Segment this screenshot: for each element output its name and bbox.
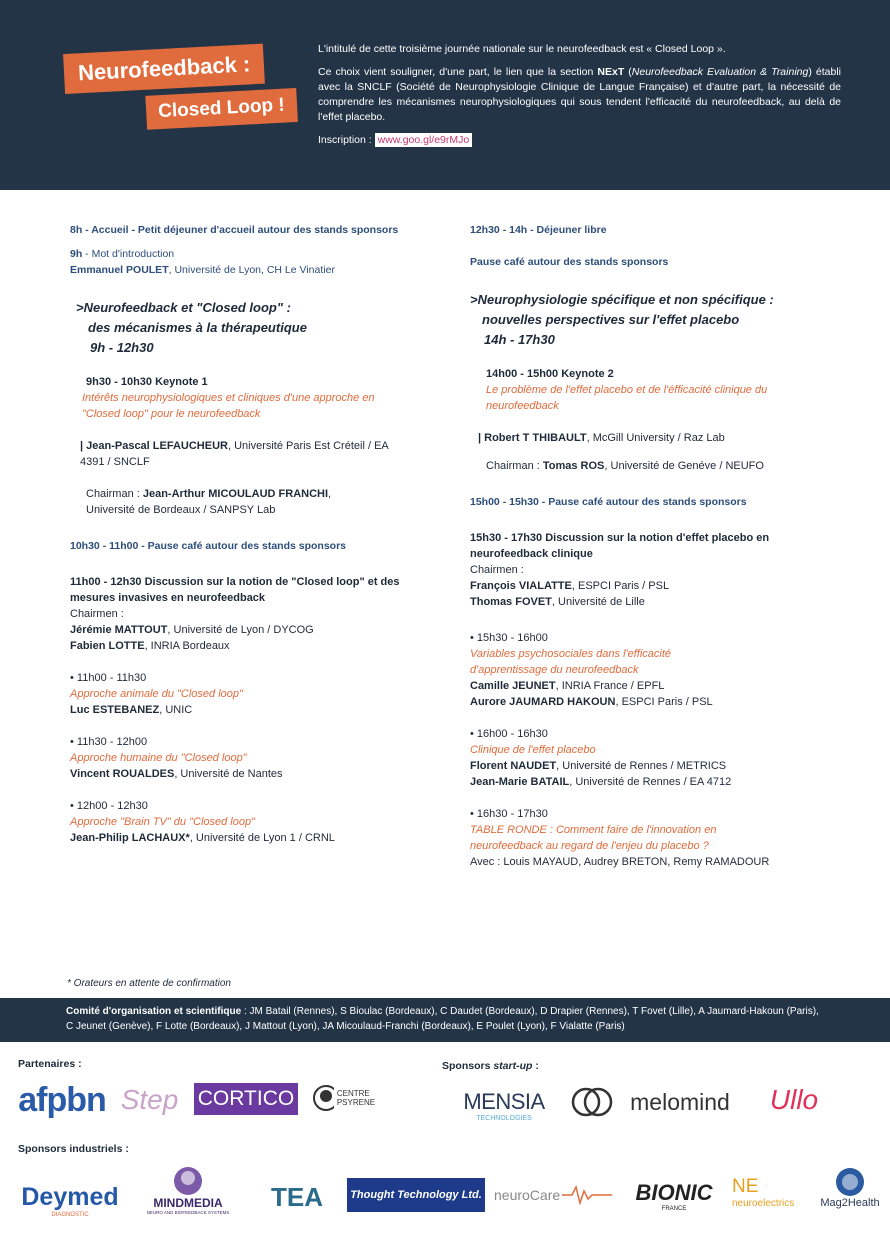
discussion-1-title: 11h00 - 12h30 Discussion sur la notion de "Closed loop" et des mesures invasives en neurofeedback	[70, 576, 400, 604]
deymed-logo: Deymed DIAGNOSTIC	[21, 1182, 119, 1218]
mindmedia-logo: MINDMEDIA NEURO AND BIOFEEDBACK SYSTEMS	[138, 1158, 238, 1222]
keynote-1-chair: Chairman : Jean-Arthur MICOULAUD FRANCHI, Université de Bordeaux / SANPSY Lab	[86, 488, 332, 516]
discussion-1-chairman: Jérémie MATTOUT, Université de Lyon / DYCOG	[70, 624, 314, 636]
intro-speaker: Emmanuel POULET, Université de Lyon, CH Le Vinatier	[70, 264, 335, 276]
header-banner	[0, 0, 890, 190]
startup-sponsors-label: Sponsors start-up :	[442, 1060, 539, 1072]
psyrene-icon	[312, 1084, 334, 1112]
keynote-2-title: 14h00 - 15h00 Keynote 2	[486, 368, 614, 380]
section-title-afternoon: >Neurophysiologie spécifique et non spécifique : nouvelles perspectives sur l'effet placebo 14h - 17h30	[470, 292, 774, 347]
psyrene-logo: CENTRE PSYRENE	[312, 1082, 394, 1114]
welcome-slot: 8h - Accueil - Petit déjeuner d'accueil autour des stands sponsors	[70, 224, 399, 236]
registration: Inscription : www.goo.gl/e9rMJo	[318, 133, 841, 148]
discussion-1-chairmen-label: Chairmen :	[70, 608, 124, 620]
melomind-logo: melomind	[630, 1088, 730, 1115]
next-acronym: NExT	[597, 66, 625, 78]
intro-text	[318, 42, 841, 156]
program-left-column	[70, 222, 455, 846]
keynote-1-speaker: | Jean-Pascal LEFAUCHEUR, Université Paris Est Créteil / EA 4391 / SNCLF	[80, 440, 389, 468]
keynote-2-topic: Le problème de l'effet placebo et de l'éfficacité clinique du neurofeedback	[486, 384, 768, 412]
discussion-2-chairman: Thomas FOVET, Université de Lille	[470, 596, 645, 608]
talk-item: • 12h00 - 12h30 Approche "Brain TV" du "Closed loop" Jean-Philip LACHAUX*, Université de Lyon 1 / CRNL	[70, 798, 455, 846]
talk-item: • 15h30 - 16h00 Variables psychosociales dans l'efficacité d'apprentissage du neurofeedback Camille JEUNET, INRIA France / EPFL Aurore JAUMARD HAKOUN, ESPCI Paris / PSL	[470, 630, 855, 710]
mag2health-icon	[835, 1167, 865, 1197]
section-title-morning: >Neurofeedback et "Closed loop" : des mécanismes à la thérapeutique 9h - 12h30	[76, 300, 307, 355]
keynote-2-speaker: | Robert T THIBAULT, McGill University / Raz Lab	[478, 432, 725, 444]
mindmedia-icon	[173, 1166, 203, 1196]
afpbn-logo: afpbn	[18, 1080, 106, 1119]
title-line-1: Neurofeedback :	[63, 44, 265, 94]
committee-label: Comité d'organisation et scientifique	[66, 1006, 242, 1017]
cortico-logo: CORTICO	[194, 1083, 298, 1115]
program-right-column	[470, 222, 855, 870]
break-morning: 10h30 - 11h00 - Pause café autour des stands sponsors	[70, 540, 347, 552]
tea-logo: TEA	[271, 1181, 323, 1212]
title-line-2: Closed Loop !	[145, 88, 297, 130]
intro-slot: 9h - Mot d'introduction	[70, 248, 175, 260]
break-afternoon: 15h00 - 15h30 - Pause café autour des stands sponsors	[470, 496, 747, 508]
keynote-2-chair: Chairman : Tomas ROS, Université de Genéve / NEUFO	[486, 460, 764, 472]
intro-paragraph-1: L'intitulé de cette troisième journée nationale sur le neurofeedback est « Closed Loop ».	[318, 43, 726, 55]
neurocare-wave-icon	[562, 1185, 612, 1205]
registration-link[interactable]: www.goo.gl/e9rMJo	[375, 133, 473, 147]
mensia-logo: MENSIA TECHNOLOGIES	[463, 1088, 545, 1122]
neuroelectrics-logo: NE neuroelectrics	[732, 1175, 795, 1209]
lunch-slot: 12h30 - 14h - Déjeuner libre	[470, 224, 607, 236]
discussion-1-chairman: Fabien LOTTE, INRIA Bordeaux	[70, 640, 230, 652]
discussion-2-chairmen-label: Chairmen :	[470, 564, 524, 576]
keynote-1-title: 9h30 - 10h30 Keynote 1	[86, 376, 208, 388]
keynote-1-topic: Intérêts neurophysiologiques et cliniques d'une approche en "Closed loop" pour le neurofeedback	[82, 392, 375, 420]
talk-item: • 16h00 - 16h30 Clinique de l'effet placebo Florent NAUDET, Université de Rennes / METRICS Jean-Marie BATAIL, Université de Rennes / EA 4712	[470, 726, 855, 790]
industrial-sponsors-label: Sponsors industriels :	[18, 1143, 129, 1155]
pause-slot: Pause café autour des stands sponsors	[470, 256, 669, 268]
talk-item: • 16h30 - 17h30 TABLE RONDE : Comment faire de l'innovation en neurofeedback au regard de l'enjeu du placebo ? Avec : Louis MAYAUD, Audrey BRETON, Remy RAMADOUR	[470, 806, 855, 870]
event-title	[63, 42, 298, 134]
partners-label: Partenaires :	[18, 1058, 82, 1070]
step-logo: Step	[120, 1084, 179, 1115]
discussion-2-chairman: François VIALATTE, ESPCI Paris / PSL	[470, 580, 670, 592]
confirmation-note: * Orateurs en attente de confirmation	[67, 978, 231, 989]
melomind-icon	[570, 1082, 614, 1122]
neurocare-logo: neuroCare	[494, 1180, 620, 1210]
committee-banner	[0, 998, 890, 1042]
talk-item: • 11h00 - 11h30 Approche animale du "Closed loop" Luc ESTEBANEZ, UNIC	[70, 670, 455, 718]
mag2health-logo: Mag2Health	[812, 1162, 888, 1214]
ullo-logo: Ullo	[769, 1084, 819, 1115]
thought-technology-logo: Thought Technology Ltd.	[347, 1178, 485, 1212]
intro-paragraph-2: Ce choix vient souligner, d'une part, le lien que la section NExT (Neurofeedback Evaluation & Training) établi avec la SNCLF (Société de Neurophysiologie Clinique de Langue Française) et d'autre part, la nécessité de comprendre les mécanismes neurophysiologiques qui sous tendent l'efficacité du neurofeedback, au delà de l'effet placebo.	[318, 66, 841, 123]
discussion-2-title: 15h30 - 17h30 Discussion sur la notion d'effet placebo en neurofeedback clinique	[470, 532, 770, 560]
bionic-logo: BIONIC FRANCE	[635, 1180, 713, 1212]
next-full-name: Neurofeedback Evaluation & Training	[631, 66, 809, 78]
committee-members: : JM Batail (Rennes), S Bioulac (Bordeaux), C Daudet (Bordeaux), D Drapier (Rennes), T Fovet (Lille), A Jaumard-Hakoun (Paris), C Jeunet (Genève), F Lotte (Bordeaux), J Mattout (Lyon), JA Micoulaud-Franchi (Bordeaux), E Poulet (Lyon), F Vialatte (Paris)	[66, 1006, 819, 1032]
talk-item: • 11h30 - 12h00 Approche humaine du "Closed loop" Vincent ROUALDES, Université de Nantes	[70, 734, 455, 782]
